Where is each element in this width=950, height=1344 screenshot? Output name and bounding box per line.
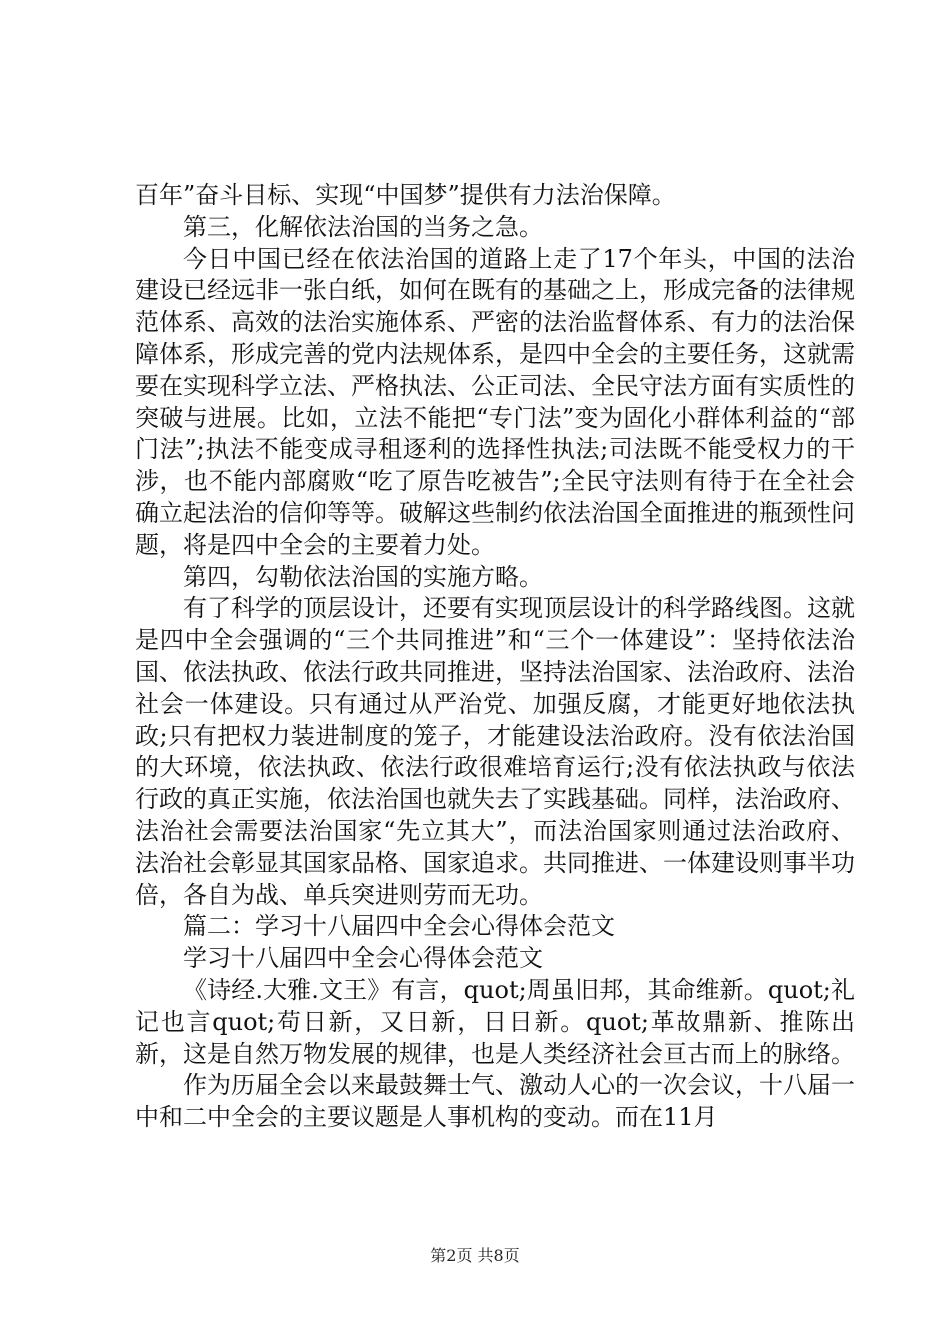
paragraph-body: 有了科学的顶层设计，还要有实现顶层设计的科学路线图。这就是四中全会强调的“三个共同推进”和“三个一体建设”：坚持依法治国、依法执政、依法行政共同推进，坚持法治国家、法治政府、法治社会一体建设。只有通过从严治党、加强反腐，才能更好地依法执政;只有把权力装进制度的笼子，才能建设法治政府。没有依法治国的大环境，依法执政、依法行政很难培育运行;没有依法执政与依法行政的真正实施，依法治国也就失去了实践基础。同样，法治政府、法治社会需要法治国家“先立其大”，而法治国家则通过法治政府、法治社会彰显其国家品格、国家追求。共同推进、一体建设则事半功倍，各自为战、单兵突进则劳而无功。	[135, 594, 855, 909]
paragraph-heading-fourth: 第四，勾勒依法治国的实施方略。	[183, 562, 543, 591]
paragraph-body: 今日中国已经在依法治国的道路上走了17个年头，中国的法治建设已经远非一张白纸，如何在既有的基础之上，形成完备的法律规范体系、高效的法治实施体系、严密的法治监督体系、有力的法治保障体系，形成完善的党内法规体系，是四中全会的主要任务，这就需要在实现科学立法、严格执法、公正司法、全民守法方面有实质性的突破与进展。比如，立法不能把“专门法”变为固化小群体利益的“部门法”;执法不能变成寻租逐利的选择性执法;司法既不能受权力的干涉，也不能内部腐败“吃了原告吃被告”;全民守法则有待于在全社会确立起法治的信仰等等。破解这些制约依法治国全面推进的瓶颈性问题，将是四中全会的主要着力处。	[135, 244, 855, 559]
article-title: 学习十八届四中全会心得体会范文	[183, 944, 543, 973]
document-body	[135, 180, 855, 1134]
page-number: 第2页 共8页	[430, 1246, 520, 1265]
paragraph-body: 作为历届全会以来最鼓舞士气、激动人心的一次会议，十八届一中和二中全会的主要议题是人事机构的变动。而在11月	[135, 1071, 855, 1132]
section-title: 篇二：学习十八届四中全会心得体会范文	[183, 912, 615, 941]
paragraph-continuation: 百年”奋斗目标、实现“中国梦”提供有力法治保障。	[135, 181, 676, 209]
paragraph-heading-third: 第三，化解依法治国的当务之急。	[183, 212, 543, 241]
paragraph-body: 《诗经.大雅.文王》有言，quot;周虽旧邦，其命维新。quot;礼记也言quot;苟日新，又日新，日日新。quot;革故鼎新、推陈出新，这是自然万物发展的规律，也是人类经济社会亘古而上的脉络。	[135, 975, 855, 1068]
